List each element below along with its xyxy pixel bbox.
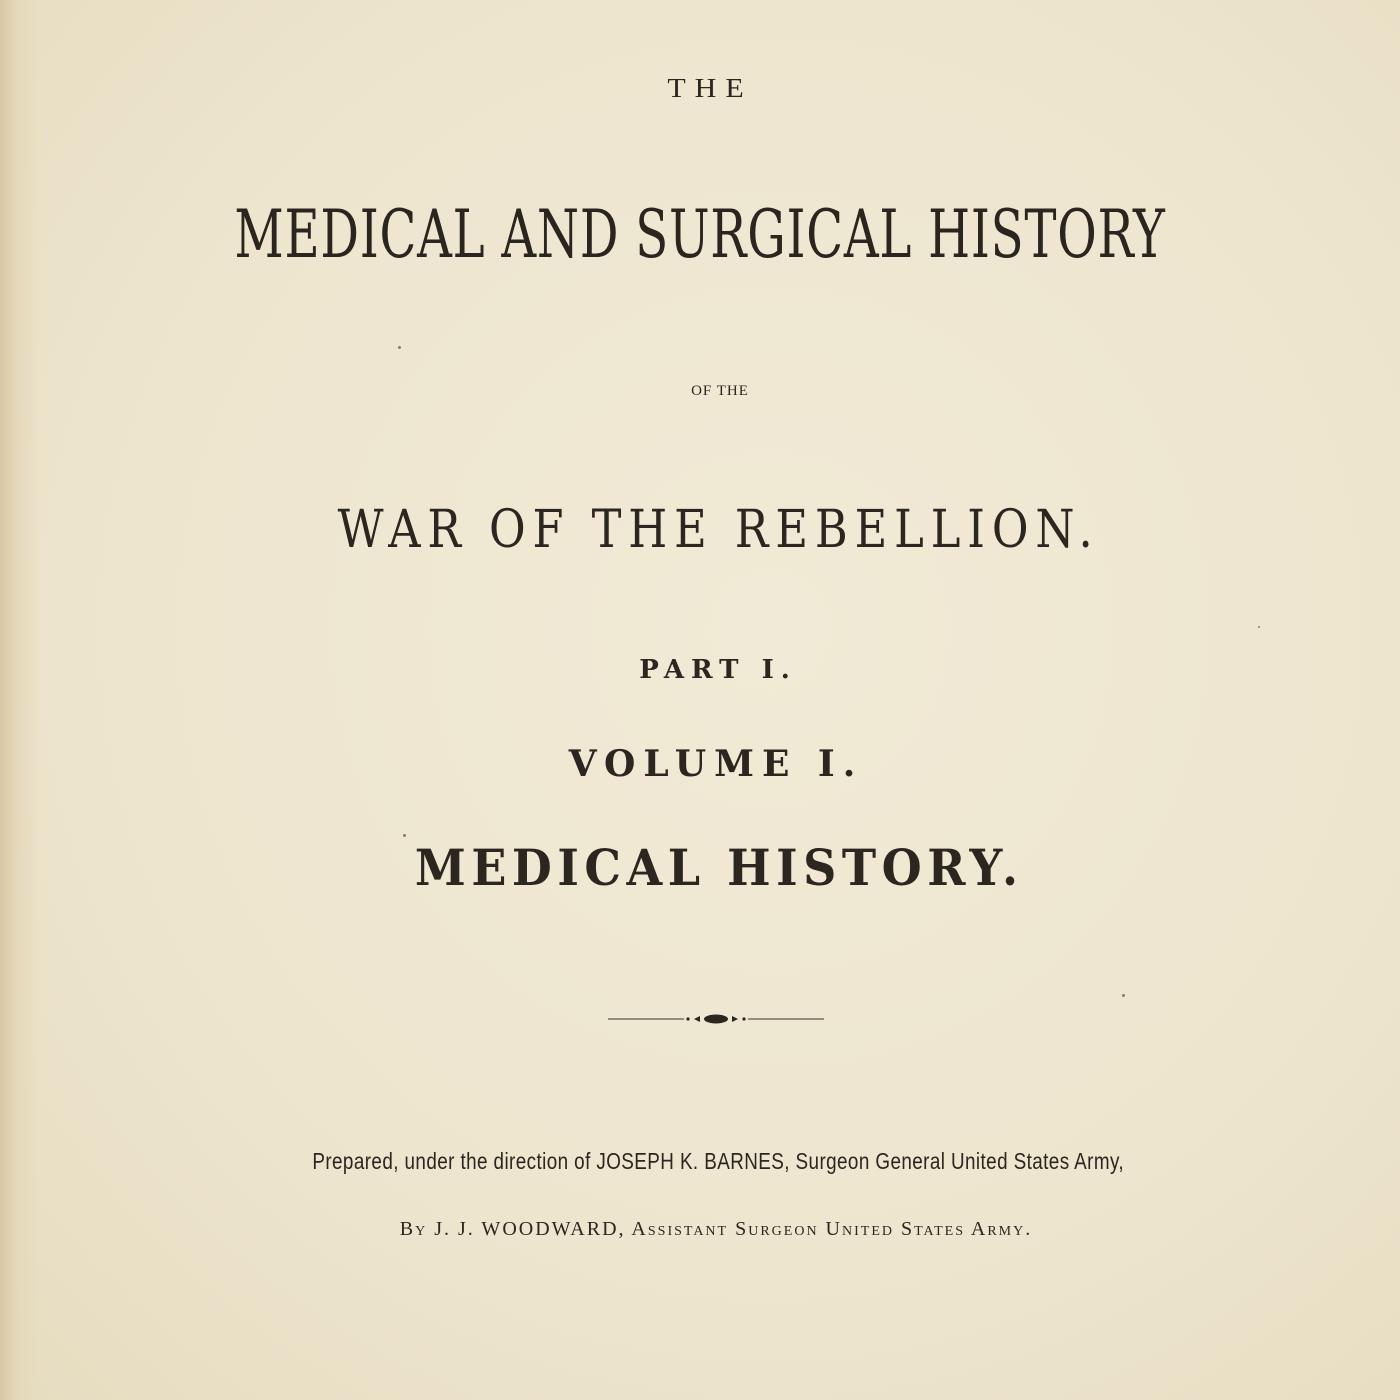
volume-label: VOLUME I. — [568, 743, 864, 785]
binding-shadow — [0, 0, 40, 1400]
ornament-divider-icon — [608, 1010, 824, 1028]
prepared-by-line: Prepared, under the direction of JOSEPH K. BARNES, Surgeon General United States Army, — [312, 1148, 1125, 1174]
paper-speck — [1258, 626, 1260, 628]
paper-speck — [403, 834, 406, 837]
heading-the: THE — [667, 73, 753, 104]
part-label: PART I. — [639, 655, 797, 685]
subject-title: MEDICAL HISTORY. — [414, 838, 1024, 897]
war-title: WAR OF THE REBELLION. — [337, 500, 1100, 560]
heading-of-the: OF THE — [691, 383, 749, 399]
paper-speck — [398, 346, 401, 349]
main-title: MEDICAL AND SURGICAL HISTORY — [234, 196, 1166, 273]
author-line: By J. J. WOODWARD, Assistant Surgeon United States Army. — [399, 1218, 1033, 1240]
paper-speck — [1122, 994, 1125, 997]
